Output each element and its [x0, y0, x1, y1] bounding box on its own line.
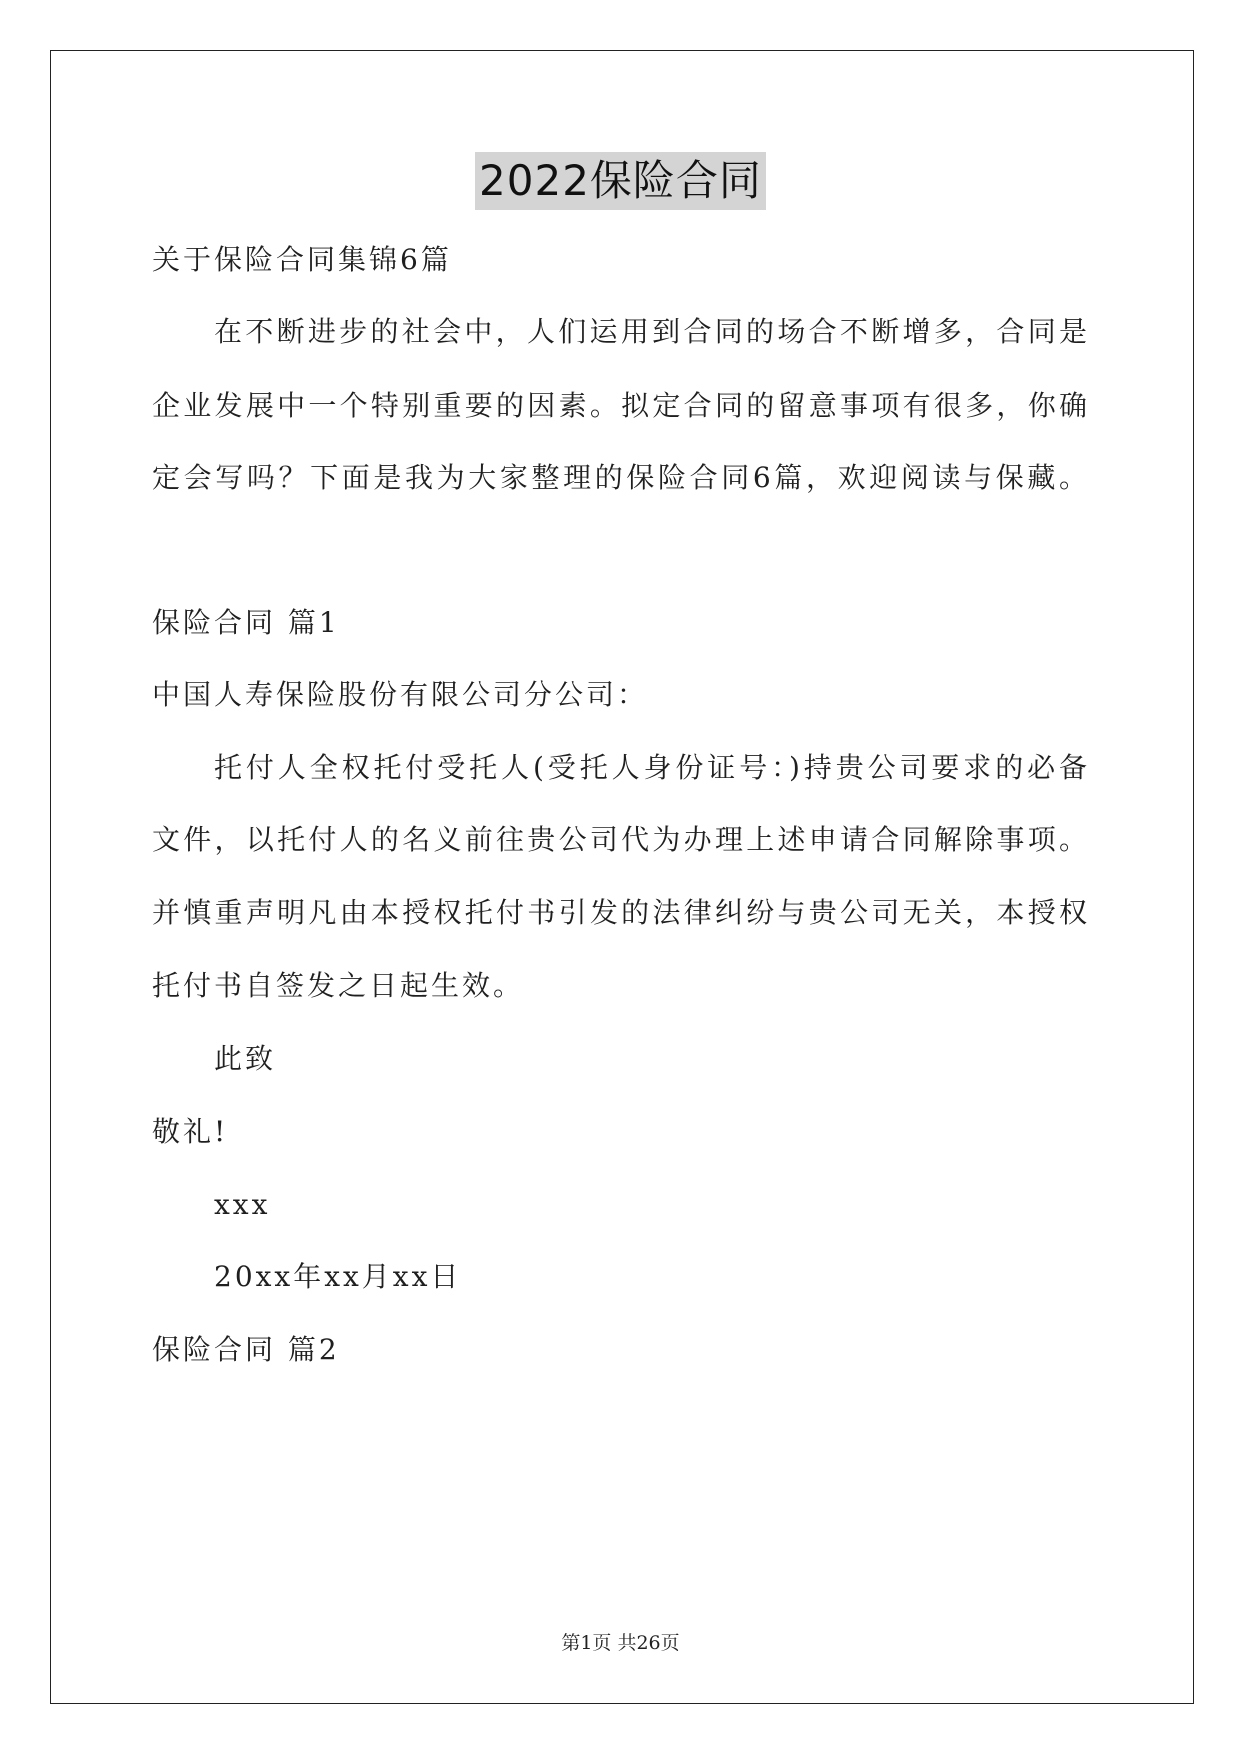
- closing-regards: 敬礼!: [152, 1115, 229, 1148]
- addressee: 中国人寿保险股份有限公司分公司：: [152, 678, 649, 711]
- intro-line-1: 在不断进步的社会中，人们运用到合同的场合不断增多，合同是: [214, 315, 1087, 348]
- intro-line-2: 企业发展中一个特别重要的因素。拟定合同的留意事项有很多，你确: [152, 389, 1087, 422]
- section-1-heading: 保险合同 篇1: [152, 606, 340, 639]
- body-line-3: 并慎重声明凡由本授权托付书引发的法律纠纷与贵公司无关，本授权: [152, 896, 1087, 929]
- signature-date: 20xx年xx月xx日: [214, 1260, 462, 1293]
- subtitle: 关于保险合同集锦6篇: [152, 243, 452, 276]
- page-number: 第1页 共26页: [561, 1632, 680, 1654]
- intro-line-3: 定会写吗？下面是我为大家整理的保险合同6篇，欢迎阅读与保藏。: [152, 461, 1087, 494]
- section-2-heading: 保险合同 篇2: [152, 1333, 340, 1366]
- page-border: [50, 50, 1194, 1704]
- title-container: [0, 152, 1241, 210]
- body-line-1: 托付人全权托付受托人(受托人身份证号：)持贵公司要求的必备: [214, 751, 1087, 784]
- body-line-2: 文件，以托付人的名义前往贵公司代为办理上述申请合同解除事项。: [152, 823, 1087, 856]
- closing-salutation: 此致: [214, 1042, 277, 1075]
- signer: xxx: [214, 1188, 271, 1221]
- body-line-4: 托付书自签发之日起生效。: [152, 969, 525, 1002]
- document-title: 2022保险合同: [475, 152, 766, 210]
